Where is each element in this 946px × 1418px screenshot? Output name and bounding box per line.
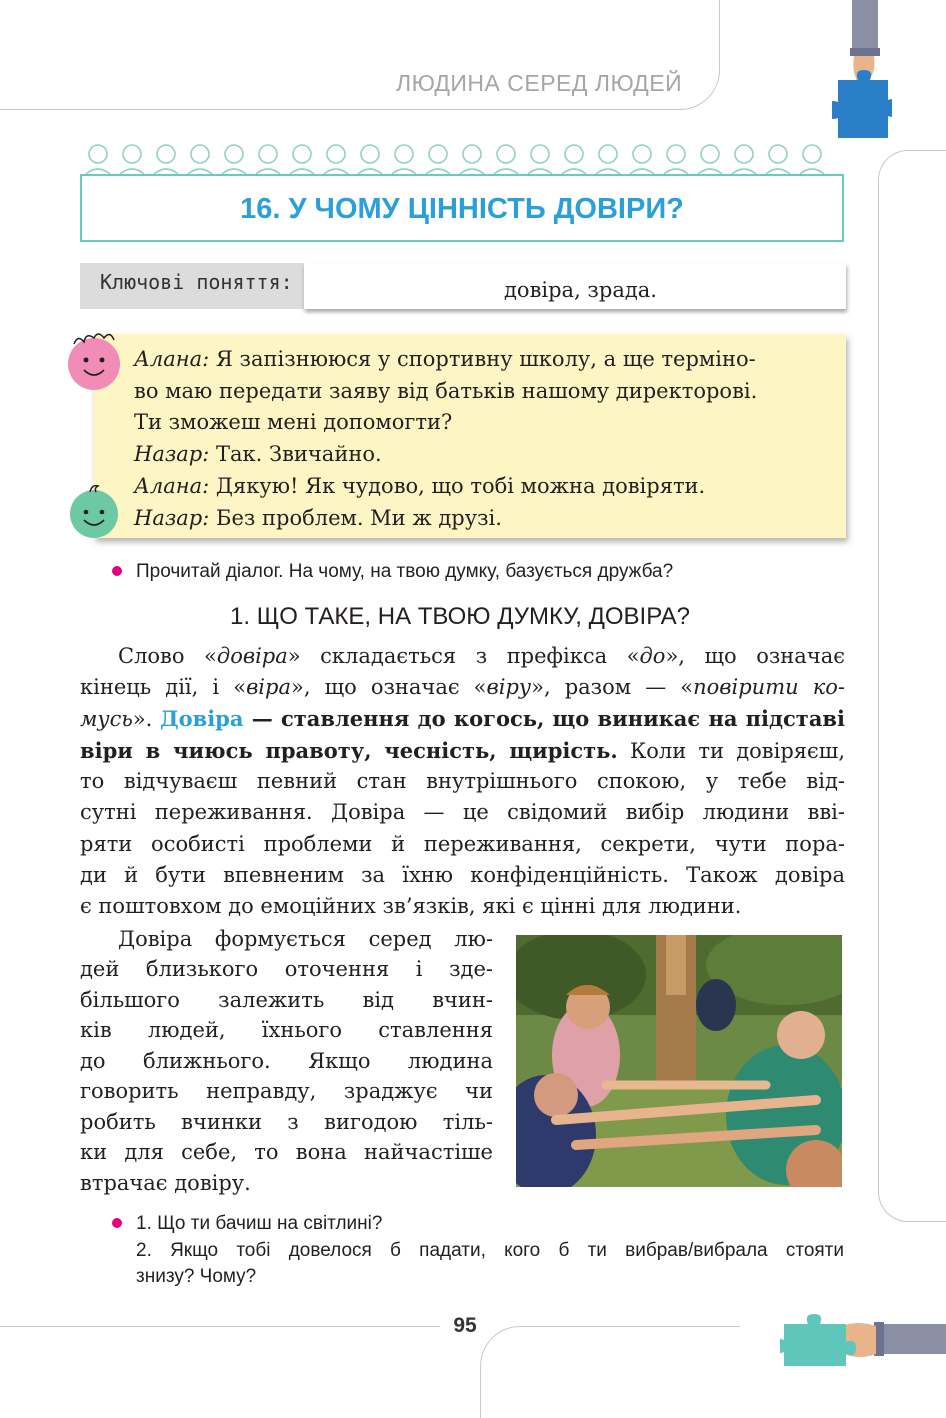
text-run: повірити ко- [693, 675, 845, 699]
text-run: віру [486, 675, 532, 699]
paragraph-line: ки для себе, то вона найчастіше [80, 1140, 493, 1164]
face-icon [596, 145, 620, 174]
task-prompt: Прочитай діалог. На чому, на твою думку, базується дружба? [136, 561, 674, 582]
face-icon [86, 145, 110, 174]
face-icon [698, 145, 722, 174]
text-run: », що означає « [290, 675, 487, 699]
face-icon [664, 145, 688, 174]
text-run: віра [246, 675, 291, 699]
face-icon [800, 145, 824, 174]
face-icon [290, 145, 314, 174]
key-concepts-label: Ключові поняття: [100, 270, 293, 294]
face-icon [732, 145, 756, 174]
dialog-speaker: Назар: [134, 506, 210, 530]
paragraph-line: сутні переживання. Довіра — це свідомий вибір людини вві- [80, 800, 845, 824]
dialog-line [134, 502, 502, 534]
dialog-speaker: Алана: [134, 474, 210, 498]
face-icon [766, 145, 790, 174]
paragraph-line [80, 703, 845, 735]
text-run: кінець дії, і « [80, 675, 247, 699]
key-term: Довіра [159, 706, 244, 731]
dialog-line [134, 438, 382, 470]
face-icon [120, 145, 144, 174]
paragraph-line: ди й бути впевненим за їхню конфіденційність. Також довіра [80, 863, 845, 887]
dialog-text: Без проблем. Ми ж друзі. [216, 506, 502, 530]
face-icon [324, 145, 348, 174]
page-number: 95 [453, 1314, 477, 1337]
dialog-text: во маю передати заяву від батьків нашому директорові. [134, 379, 758, 403]
lesson-title: 16. У ЧОМУ ЦІННІСТЬ ДОВІРИ? [240, 193, 684, 225]
paragraph-line: є поштовхом до емоційних зв’язків, які є цінні для людини. [80, 894, 742, 918]
lesson-title-box [80, 174, 844, 242]
bullet-icon [112, 566, 122, 576]
text-run: ». [132, 707, 160, 731]
face-icon [630, 145, 654, 174]
paragraph-line: дей близького оточення і зде- [80, 957, 493, 981]
dialog-text: Ти зможеш мені допомогти? [134, 410, 453, 434]
face-icon [256, 145, 280, 174]
dialog-text: Я запізнююся у спортивну школу, а ще терміно- [215, 347, 756, 371]
dialog-line [134, 406, 452, 438]
text-run: довіра [216, 644, 288, 668]
face-icon [154, 145, 178, 174]
paragraph-line: втрачає довіру. [80, 1171, 251, 1195]
bullet-icon [112, 1218, 122, 1228]
dialog-speaker: Назар: [134, 442, 210, 466]
footer-rule [0, 1326, 440, 1327]
face-icon [460, 145, 484, 174]
paragraph-line [80, 735, 845, 767]
running-header: ЛЮДИНА СЕРЕД ЛЮДЕЙ [396, 70, 683, 96]
section-heading: 1. ЩО ТАКЕ, НА ТВОЮ ДУМКУ, ДОВІРА? [230, 603, 690, 630]
definition-text: віри в чиюсь правоту, чесність, щирість. [80, 738, 618, 763]
text-run: Коли ти довіряєш, [617, 739, 845, 763]
paragraph-line: робить вчинки з вигодою тіль- [80, 1110, 493, 1134]
page-frame-right [878, 150, 946, 1222]
question-line: 1. Що ти бачиш на світлині? [136, 1213, 383, 1234]
boy-avatar-icon [68, 482, 122, 540]
paragraph-line: більшого залежить від вчин- [80, 988, 493, 1012]
text-run: », що означає [665, 644, 845, 668]
question-line: 2. Якщо тобі довелося б падати, кого б ти вибрав/вибрала стояти [136, 1240, 844, 1261]
dialog-line [134, 343, 756, 375]
dialog-line [134, 375, 757, 407]
face-icon [494, 145, 518, 174]
paragraph-line: то відчуваєш певний стан внутрішнього спокою, у тебе від- [80, 769, 845, 793]
hand-puzzle-piece-icon [832, 0, 892, 150]
paragraph-line [80, 641, 845, 672]
page-frame-bottom [480, 1326, 740, 1418]
definition-text: — ставлення до когось, що виникає на підставі [243, 706, 845, 731]
text-run: », разом — « [531, 675, 694, 699]
face-icon [358, 145, 382, 174]
face-icon [426, 145, 450, 174]
faces-decoration [80, 132, 846, 176]
paragraph-line: Довіра формується серед лю- [118, 927, 493, 951]
face-icon [392, 145, 416, 174]
face-icon [528, 145, 552, 174]
text-run: » складається з префікса « [287, 644, 640, 668]
hand-puzzle-piece-icon [780, 1312, 946, 1372]
dialog-text: Дякую! Як чудово, що тобі можна довіряти. [215, 474, 706, 498]
text-run: мусь [80, 707, 133, 731]
trust-exercise-photo [516, 935, 842, 1187]
face-icon [222, 145, 246, 174]
text-run: до [639, 644, 666, 668]
paragraph-line: ків людей, їхнього ставлення [80, 1018, 493, 1042]
face-icon [188, 145, 212, 174]
girl-avatar-icon [66, 330, 124, 392]
face-icon [562, 145, 586, 174]
text-run: Слово « [118, 644, 217, 668]
question-line: знизу? Чому? [136, 1266, 257, 1287]
dialog-line [134, 470, 705, 502]
dialog-speaker: Алана: [134, 347, 210, 371]
paragraph-line: говорить неправду, зраджує чи [80, 1079, 493, 1103]
key-concepts-value: довіра, зрада. [504, 278, 657, 302]
paragraph-line: ряти особисті проблеми й переживання, секрети, чути пора- [80, 832, 845, 856]
paragraph-line: до ближнього. Якщо людина [80, 1049, 493, 1073]
dialog-text: Так. Звичайно. [216, 442, 382, 466]
paragraph-line [80, 672, 845, 703]
